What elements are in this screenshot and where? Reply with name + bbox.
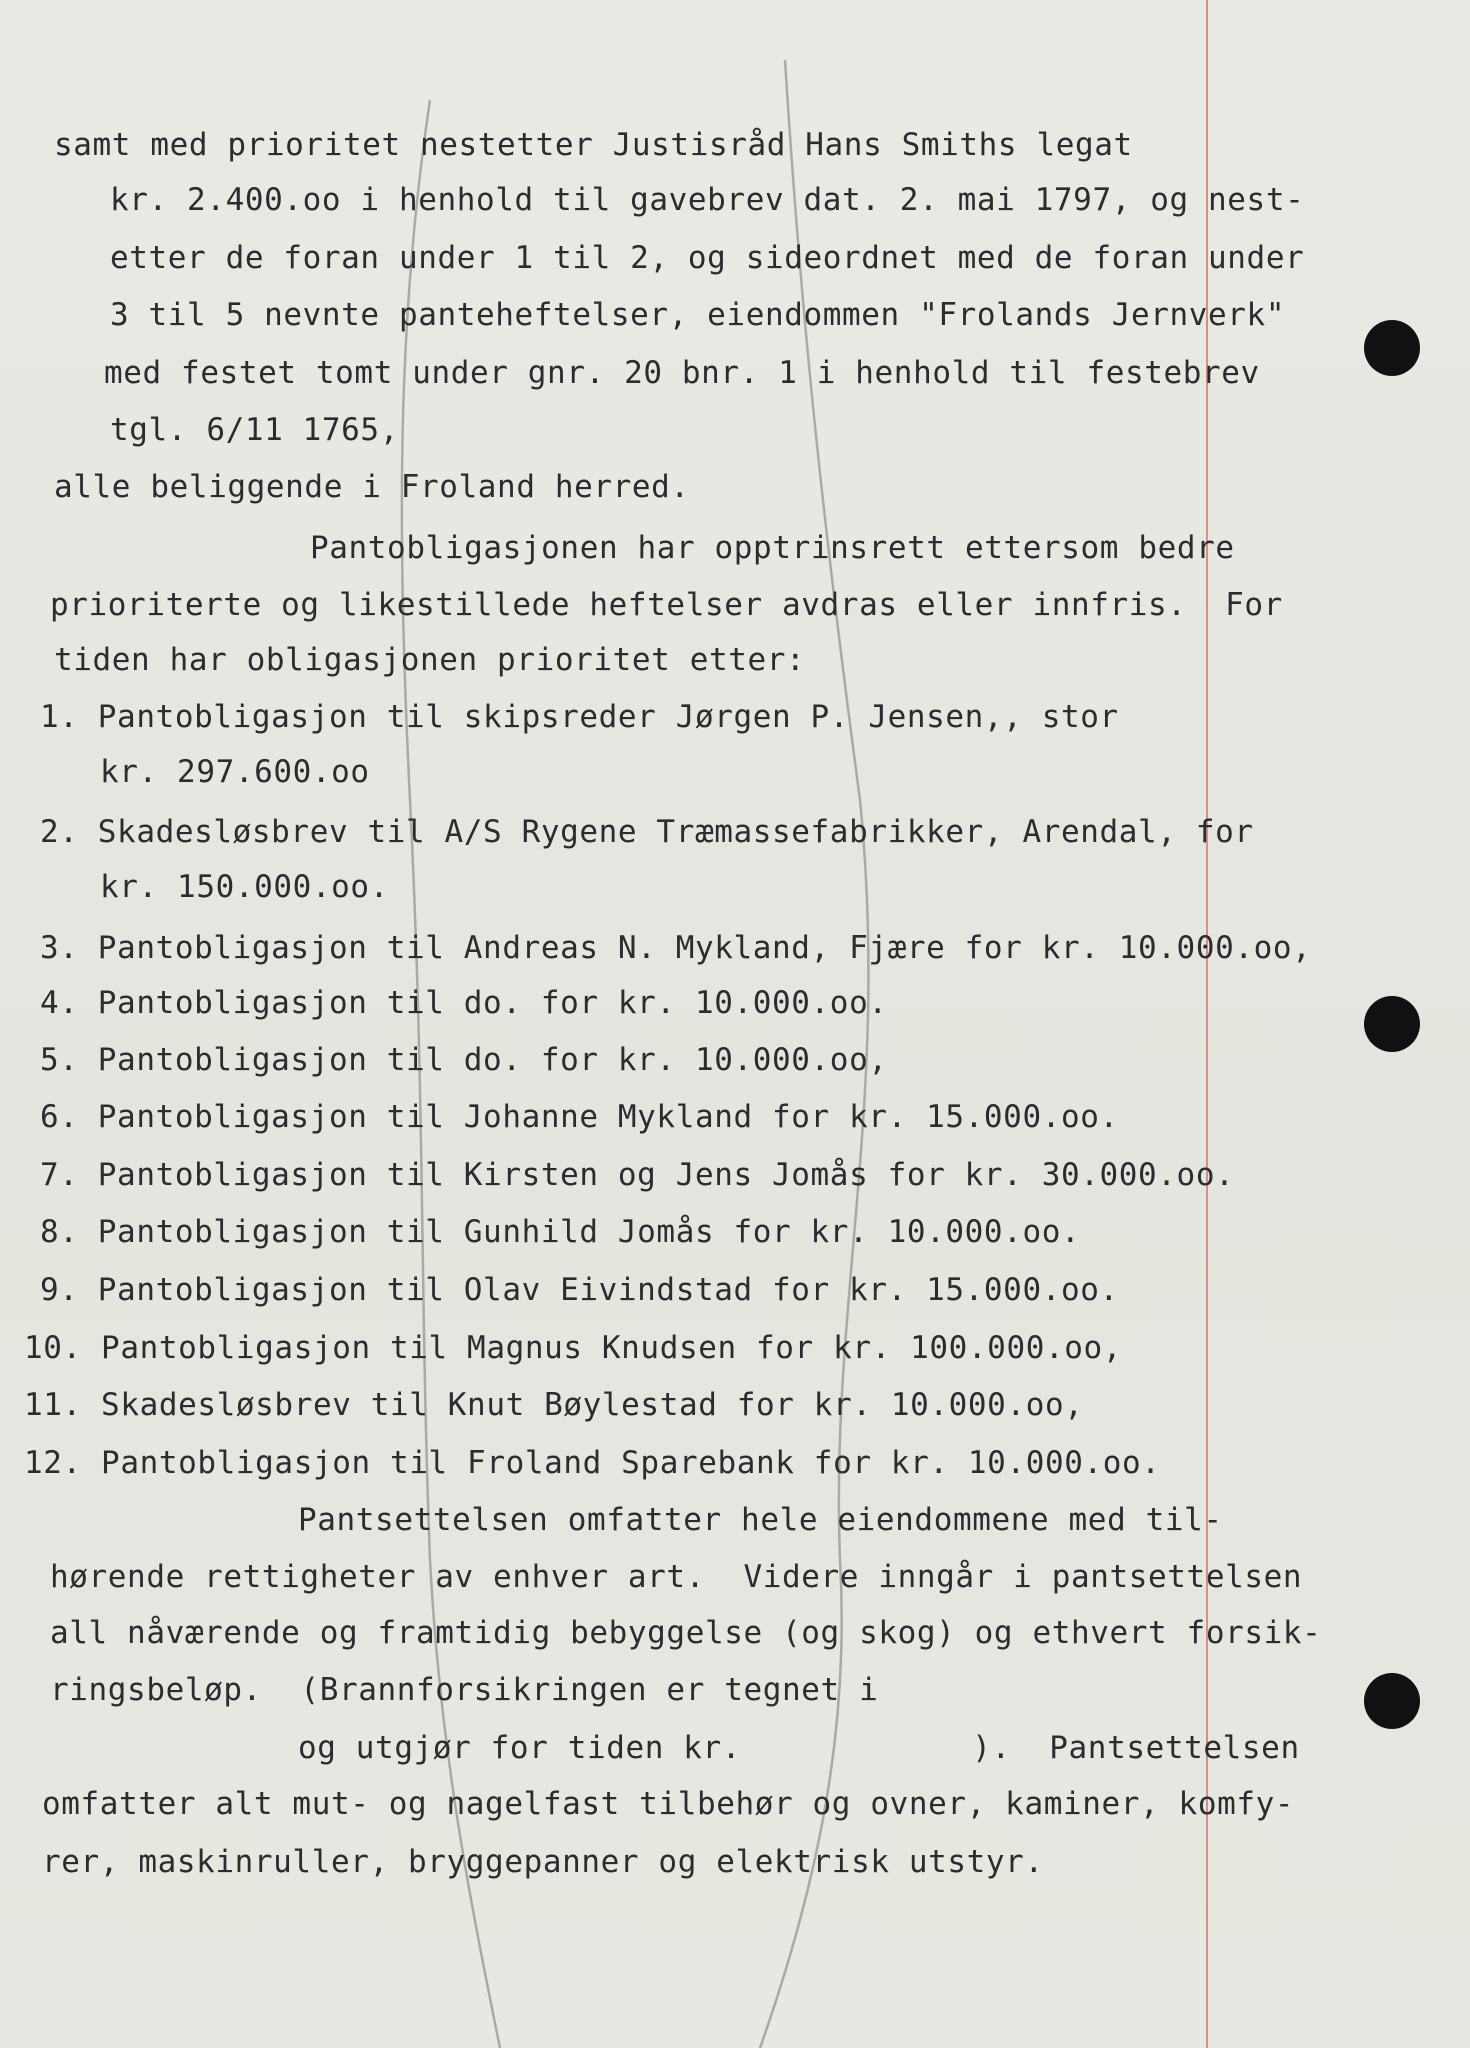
text-line: all nåværende og framtidig bebyggelse (og skog) og ethvert forsik- [50,1615,1322,1651]
text-line: rer, maskinruller, bryggepanner og elektrisk utstyr. [42,1844,1044,1880]
text-line: 8. Pantobligasjon til Gunhild Jomås for kr. 10.000.oo. [40,1214,1081,1250]
text-line: 10. Pantobligasjon til Magnus Knudsen for kr. 100.000.oo, [24,1330,1123,1366]
text-line: med festet tomt under gnr. 20 bnr. 1 i henhold til festebrev [104,355,1260,391]
text-line: tgl. 6/11 1765, [110,412,399,448]
text-line: 3 til 5 nevnte panteheftelser, eiendommen "Frolands Jernverk" [110,297,1286,333]
text-line: Pantsettelsen omfatter hele eiendommene med til- [298,1502,1223,1538]
text-line: 7. Pantobligasjon til Kirsten og Jens Jomås for kr. 30.000.oo. [40,1157,1235,1193]
text-line: etter de foran under 1 til 2, og sideordnet med de foran under [110,240,1305,276]
text-line: 2. Skadesløsbrev til A/S Rygene Træmassefabrikker, Arendal, for [40,814,1254,850]
text-line: kr. 297.600.oo [100,754,370,790]
text-line: alle beliggende i Froland herred. [54,469,690,505]
text-line: prioriterte og likestillede heftelser avdras eller innfris. For [50,587,1283,623]
text-line: samt med prioritet nestetter Justisråd Hans Smiths legat [54,127,1133,163]
text-line: 5. Pantobligasjon til do. for kr. 10.000.oo, [40,1042,888,1078]
text-line: kr. 2.400.oo i henhold til gavebrev dat. 2. mai 1797, og nest- [110,182,1305,218]
text-line: og utgjør for tiden kr. ). Pantsettelsen [298,1730,1300,1766]
text-line: Pantobligasjonen har opptrinsrett ettersom bedre [310,530,1235,566]
text-line: 12. Pantobligasjon til Froland Sparebank for kr. 10.000.oo. [24,1445,1161,1481]
text-line: kr. 150.000.oo. [100,869,389,905]
text-line: tiden har obligasjonen prioritet etter: [54,642,806,678]
text-line: 4. Pantobligasjon til do. for kr. 10.000.oo. [40,985,888,1021]
text-line: 1. Pantobligasjon til skipsreder Jørgen P. Jensen,, stor [40,699,1119,735]
text-line: 11. Skadesløsbrev til Knut Bøylestad for kr. 10.000.oo, [24,1387,1084,1423]
text-line: ringsbeløp. (Brannforsikringen er tegnet i [50,1672,879,1708]
text-line: omfatter alt mut- og nagelfast tilbehør og ovner, kaminer, komfy- [42,1786,1295,1822]
text-line: 9. Pantobligasjon til Olav Eivindstad for kr. 15.000.oo. [40,1272,1119,1308]
text-line: hørende rettigheter av enhver art. Videre inngår i pantsettelsen [50,1559,1303,1595]
text-line: 3. Pantobligasjon til Andreas N. Mykland, Fjære for kr. 10.000.oo, [40,930,1312,966]
text-line: 6. Pantobligasjon til Johanne Mykland for kr. 15.000.oo. [40,1099,1119,1135]
